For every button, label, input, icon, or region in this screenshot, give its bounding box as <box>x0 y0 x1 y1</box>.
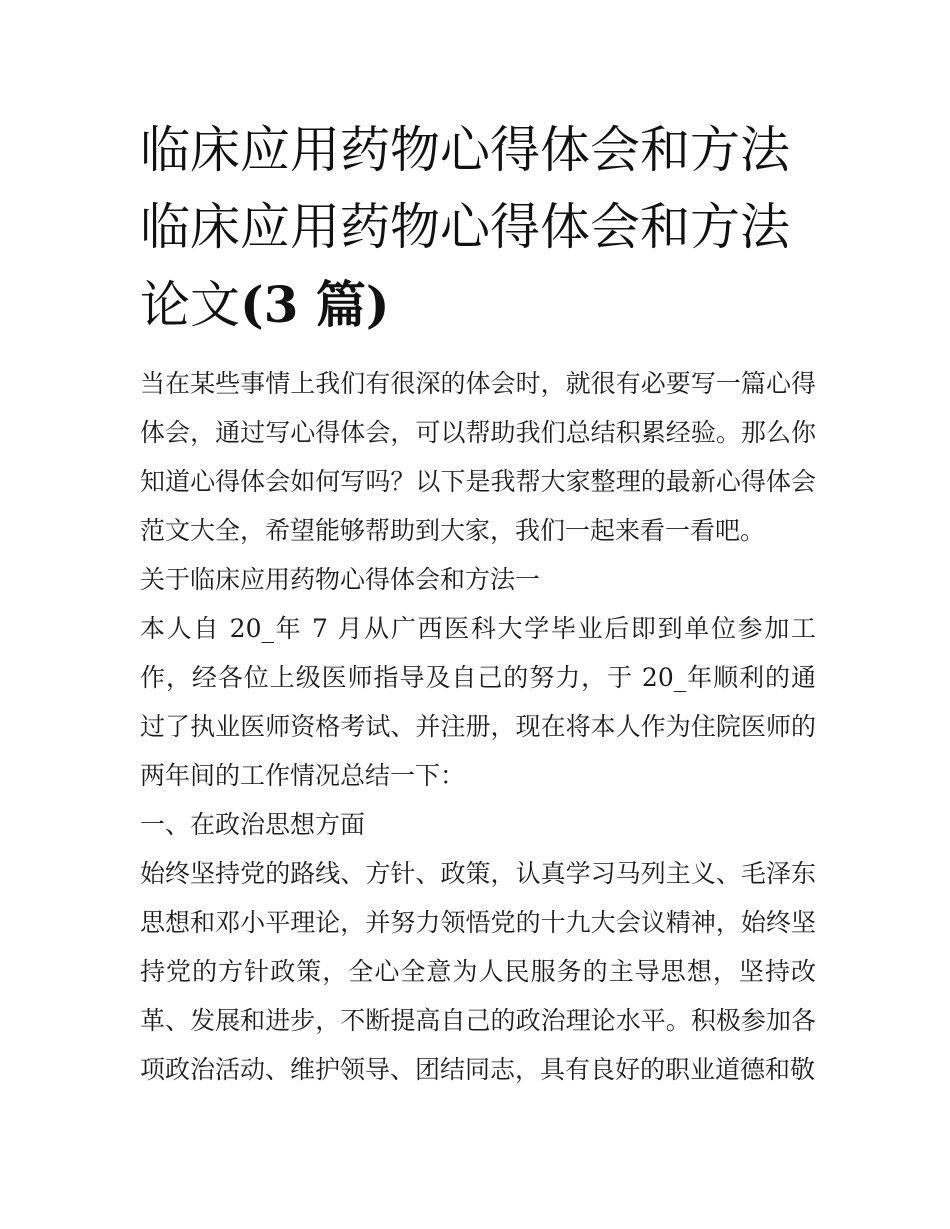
title-line-1: 临床应用药物心得体会和方法 <box>140 121 790 179</box>
document-content <box>140 112 816 1094</box>
politics-heading: 一、在政治思想方面 <box>140 810 366 839</box>
document-title <box>140 112 816 344</box>
section-heading-one: 关于临床应用药物心得体会和方法一 <box>140 565 541 594</box>
title-line-3-suffix: (3 篇) <box>240 275 390 334</box>
intro-paragraph: 当在某些事情上我们有很深的体会时，就很有必要写一篇心得体会，通过写心得体会，可以帮助我们总结积累经验。那么你知道心得体会如何写吗？以下是我帮大家整理的最新心得体会范文大全，希望能够帮助到大家，我们一起来看一看吧。 <box>140 369 816 545</box>
title-line-2: 临床应用药物心得体会和方法 <box>140 198 790 256</box>
title-line-3 <box>140 266 816 344</box>
politics-paragraph: 始终坚持党的路线、方针、政策，认真学习马列主义、毛泽东思想和邓小平理论，并努力领悟党的十九大会议精神，始终坚持党的方针政策，全心全意为人民服务的主导思想，坚持改革、发展和进步，不断提高自己的政治理论水平。积极参加各项政治活动、维护领导、团结同志，具有良好的职业道德和敬 <box>140 859 816 1084</box>
document-body <box>140 359 816 1094</box>
title-line-3-prefix: 论文 <box>140 276 240 334</box>
work-summary-paragraph: 本人自 20_年 7 月从广西医科大学毕业后即到单位参加工作，经各位上级医师指导及自己的努力，于 20_年顺利的通过了执业医师资格考试、并注册，现在将本人作为住院医师的两年间的工作情况总结一下： <box>140 614 816 790</box>
